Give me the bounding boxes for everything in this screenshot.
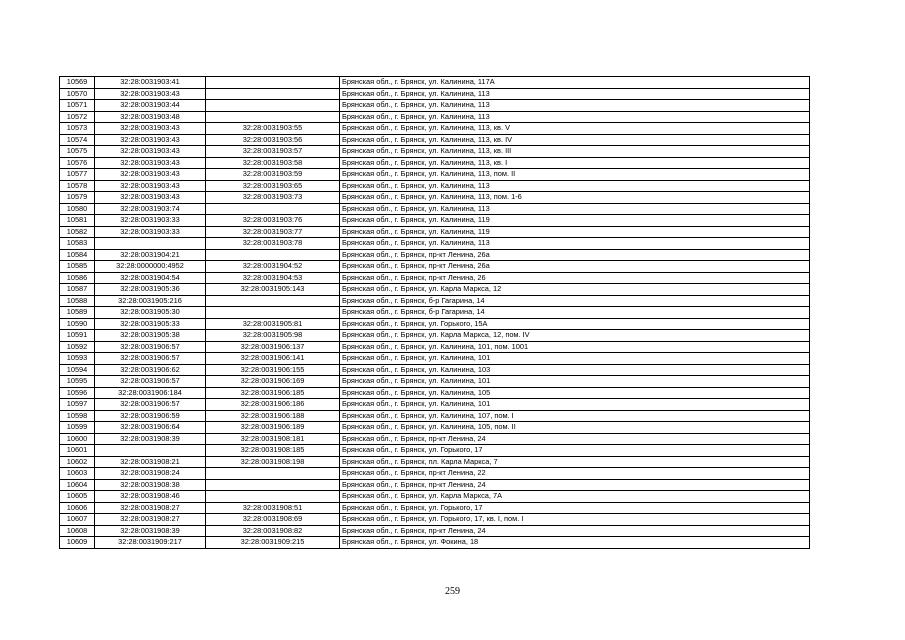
record-number-cell: 10574 [60, 134, 95, 146]
record-number-cell: 10595 [60, 376, 95, 388]
address-cell: Брянская обл., г. Брянск, ул. Горького, 17 [340, 502, 810, 514]
cadastral-number-cell: 32:28:0031906:57 [95, 399, 206, 411]
record-number-cell: 10580 [60, 203, 95, 215]
table-row [60, 410, 810, 422]
address-cell: Брянская обл., г. Брянск, пл. Карла Маркса, 7 [340, 456, 810, 468]
record-number-cell: 10581 [60, 215, 95, 227]
object-cadastral-number-cell: 32:28:0031903:59 [206, 169, 340, 181]
record-number-cell: 10587 [60, 284, 95, 296]
cadastral-number-cell: 32:28:0031903:33 [95, 226, 206, 238]
record-number-cell: 10604 [60, 479, 95, 491]
object-cadastral-number-cell: 32:28:0031903:56 [206, 134, 340, 146]
address-cell: Брянская обл., г. Брянск, ул. Калинина, 113, кв. V [340, 123, 810, 135]
cadastral-number-cell: 32:28:0031903:43 [95, 180, 206, 192]
cadastral-number-cell: 32:28:0031906:59 [95, 410, 206, 422]
record-number-cell: 10583 [60, 238, 95, 250]
address-cell: Брянская обл., г. Брянск, ул. Калинина, 113 [340, 180, 810, 192]
record-number-cell: 10570 [60, 88, 95, 100]
table-row [60, 445, 810, 457]
table-row [60, 525, 810, 537]
object-cadastral-number-cell: 32:28:0031908:69 [206, 514, 340, 526]
record-number-cell: 10571 [60, 100, 95, 112]
address-cell: Брянская обл., г. Брянск, ул. Калинина, 113 [340, 88, 810, 100]
table-row [60, 272, 810, 284]
address-cell: Брянская обл., г. Брянск, ул. Калинина, 113, пом. II [340, 169, 810, 181]
address-cell: Брянская обл., г. Брянск, ул. Калинина, 117А [340, 77, 810, 89]
cadastral-number-cell: 32:28:0031903:74 [95, 203, 206, 215]
cadastral-number-cell: 32:28:0031904:21 [95, 249, 206, 261]
cadastral-number-cell: 32:28:0031903:41 [95, 77, 206, 89]
object-cadastral-number-cell: 32:28:0031903:76 [206, 215, 340, 227]
cadastral-number-cell: 32:28:0031905:30 [95, 307, 206, 319]
table-row [60, 353, 810, 365]
cadastral-number-cell: 32:28:0031903:43 [95, 134, 206, 146]
object-cadastral-number-cell: 32:28:0031906:188 [206, 410, 340, 422]
object-cadastral-number-cell: 32:28:0031906:155 [206, 364, 340, 376]
cadastral-number-cell: 32:28:0031905:216 [95, 295, 206, 307]
cadastral-number-cell: 32:28:0031906:64 [95, 422, 206, 434]
table-row [60, 307, 810, 319]
address-cell: Брянская обл., г. Брянск, пр-кт Ленина, 24 [340, 433, 810, 445]
object-cadastral-number-cell: 32:28:0031908:51 [206, 502, 340, 514]
object-cadastral-number-cell [206, 249, 340, 261]
address-cell: Брянская обл., г. Брянск, ул. Калинина, 113, пом. 1-6 [340, 192, 810, 204]
registry-table [59, 76, 810, 549]
record-number-cell: 10569 [60, 77, 95, 89]
cadastral-number-cell [95, 445, 206, 457]
cadastral-number-cell: 32:28:0031905:38 [95, 330, 206, 342]
record-number-cell: 10593 [60, 353, 95, 365]
address-cell: Брянская обл., г. Брянск, ул. Карла Маркса, 7А [340, 491, 810, 503]
address-cell: Брянская обл., г. Брянск, ул. Калинина, 101 [340, 399, 810, 411]
object-cadastral-number-cell [206, 479, 340, 491]
table-row [60, 318, 810, 330]
cadastral-number-cell: 32:28:0031903:43 [95, 192, 206, 204]
object-cadastral-number-cell: 32:28:0031903:77 [206, 226, 340, 238]
record-number-cell: 10594 [60, 364, 95, 376]
cadastral-number-cell: 32:28:0000000:4952 [95, 261, 206, 273]
table-row [60, 88, 810, 100]
record-number-cell: 10579 [60, 192, 95, 204]
address-cell: Брянская обл., г. Брянск, ул. Карла Маркса, 12 [340, 284, 810, 296]
record-number-cell: 10608 [60, 525, 95, 537]
record-number-cell: 10602 [60, 456, 95, 468]
table-row [60, 169, 810, 181]
record-number-cell: 10600 [60, 433, 95, 445]
record-number-cell: 10578 [60, 180, 95, 192]
object-cadastral-number-cell: 32:28:0031903:78 [206, 238, 340, 250]
object-cadastral-number-cell: 32:28:0031905:81 [206, 318, 340, 330]
table-row [60, 157, 810, 169]
cadastral-number-cell: 32:28:0031905:33 [95, 318, 206, 330]
table-row [60, 399, 810, 411]
record-number-cell: 10589 [60, 307, 95, 319]
record-number-cell: 10577 [60, 169, 95, 181]
object-cadastral-number-cell [206, 307, 340, 319]
cadastral-number-cell: 32:28:0031903:33 [95, 215, 206, 227]
table-row [60, 537, 810, 549]
record-number-cell: 10607 [60, 514, 95, 526]
record-number-cell: 10586 [60, 272, 95, 284]
record-number-cell: 10596 [60, 387, 95, 399]
address-cell: Брянская обл., г. Брянск, ул. Калинина, 113, кв. I [340, 157, 810, 169]
address-cell: Брянская обл., г. Брянск, ул. Калинина, 101, пом. 1001 [340, 341, 810, 353]
table-row [60, 387, 810, 399]
table-row [60, 226, 810, 238]
record-number-cell: 10573 [60, 123, 95, 135]
table-row [60, 468, 810, 480]
record-number-cell: 10590 [60, 318, 95, 330]
cadastral-number-cell: 32:28:0031908:24 [95, 468, 206, 480]
object-cadastral-number-cell: 32:28:0031905:98 [206, 330, 340, 342]
cadastral-number-cell: 32:28:0031908:27 [95, 514, 206, 526]
object-cadastral-number-cell: 32:28:0031908:181 [206, 433, 340, 445]
table-row [60, 433, 810, 445]
record-number-cell: 10575 [60, 146, 95, 158]
cadastral-number-cell: 32:28:0031906:62 [95, 364, 206, 376]
object-cadastral-number-cell [206, 111, 340, 123]
address-cell: Брянская обл., г. Брянск, ул. Калинина, 101 [340, 353, 810, 365]
object-cadastral-number-cell [206, 88, 340, 100]
record-number-cell: 10606 [60, 502, 95, 514]
cadastral-number-cell: 32:28:0031908:46 [95, 491, 206, 503]
address-cell: Брянская обл., г. Брянск, ул. Калинина, 103 [340, 364, 810, 376]
object-cadastral-number-cell: 32:28:0031908:198 [206, 456, 340, 468]
table-row [60, 180, 810, 192]
record-number-cell: 10572 [60, 111, 95, 123]
table-row [60, 284, 810, 296]
record-number-cell: 10582 [60, 226, 95, 238]
record-number-cell: 10576 [60, 157, 95, 169]
cadastral-number-cell: 32:28:0031903:48 [95, 111, 206, 123]
cadastral-number-cell: 32:28:0031908:38 [95, 479, 206, 491]
table-row [60, 376, 810, 388]
record-number-cell: 10597 [60, 399, 95, 411]
address-cell: Брянская обл., г. Брянск, ул. Горького, 17, кв. I, пом. I [340, 514, 810, 526]
address-cell: Брянская обл., г. Брянск, ул. Калинина, 113 [340, 238, 810, 250]
address-cell: Брянская обл., г. Брянск, ул. Калинина, 101 [340, 376, 810, 388]
table-row [60, 192, 810, 204]
object-cadastral-number-cell: 32:28:0031903:58 [206, 157, 340, 169]
table-row [60, 330, 810, 342]
address-cell: Брянская обл., г. Брянск, б-р Гагарина, 14 [340, 295, 810, 307]
cadastral-number-cell: 32:28:0031908:27 [95, 502, 206, 514]
cadastral-number-cell: 32:28:0031903:43 [95, 123, 206, 135]
address-cell: Брянская обл., г. Брянск, пр-кт Ленина, 24 [340, 479, 810, 491]
cadastral-number-cell: 32:28:0031908:39 [95, 525, 206, 537]
record-number-cell: 10598 [60, 410, 95, 422]
record-number-cell: 10599 [60, 422, 95, 434]
address-cell: Брянская обл., г. Брянск, ул. Горького, 15А [340, 318, 810, 330]
table-row [60, 341, 810, 353]
address-cell: Брянская обл., г. Брянск, ул. Карла Маркса, 12, пом. IV [340, 330, 810, 342]
cadastral-number-cell: 32:28:0031903:43 [95, 146, 206, 158]
cadastral-number-cell: 32:28:0031903:44 [95, 100, 206, 112]
table-row [60, 491, 810, 503]
address-cell: Брянская обл., г. Брянск, ул. Калинина, 107, пом. I [340, 410, 810, 422]
table-row [60, 249, 810, 261]
record-number-cell: 10591 [60, 330, 95, 342]
table-row [60, 111, 810, 123]
address-cell: Брянская обл., г. Брянск, ул. Калинина, 113 [340, 203, 810, 215]
table-row [60, 123, 810, 135]
table-row [60, 238, 810, 250]
table-row [60, 146, 810, 158]
table-row [60, 100, 810, 112]
cadastral-number-cell: 32:28:0031906:57 [95, 353, 206, 365]
object-cadastral-number-cell: 32:28:0031904:52 [206, 261, 340, 273]
table-row [60, 514, 810, 526]
object-cadastral-number-cell: 32:28:0031908:185 [206, 445, 340, 457]
page-number: 259 [445, 586, 460, 597]
table-row [60, 134, 810, 146]
cadastral-number-cell: 32:28:0031903:43 [95, 169, 206, 181]
table-row [60, 422, 810, 434]
object-cadastral-number-cell [206, 468, 340, 480]
address-cell: Брянская обл., г. Брянск, ул. Калинина, 113 [340, 100, 810, 112]
table-row [60, 261, 810, 273]
object-cadastral-number-cell: 32:28:0031903:55 [206, 123, 340, 135]
record-number-cell: 10601 [60, 445, 95, 457]
object-cadastral-number-cell [206, 203, 340, 215]
cadastral-number-cell: 32:28:0031908:21 [95, 456, 206, 468]
object-cadastral-number-cell: 32:28:0031903:73 [206, 192, 340, 204]
cadastral-number-cell: 32:28:0031903:43 [95, 157, 206, 169]
cadastral-number-cell: 32:28:0031905:36 [95, 284, 206, 296]
object-cadastral-number-cell: 32:28:0031909:215 [206, 537, 340, 549]
table-row [60, 502, 810, 514]
address-cell: Брянская обл., г. Брянск, пр-кт Ленина, 26 [340, 272, 810, 284]
object-cadastral-number-cell [206, 295, 340, 307]
address-cell: Брянская обл., г. Брянск, ул. Калинина, 113 [340, 111, 810, 123]
object-cadastral-number-cell: 32:28:0031906:137 [206, 341, 340, 353]
record-number-cell: 10585 [60, 261, 95, 273]
cadastral-number-cell: 32:28:0031906:184 [95, 387, 206, 399]
table-row [60, 77, 810, 89]
address-cell: Брянская обл., г. Брянск, ул. Горького, 17 [340, 445, 810, 457]
table-row [60, 364, 810, 376]
record-number-cell: 10603 [60, 468, 95, 480]
record-number-cell: 10588 [60, 295, 95, 307]
object-cadastral-number-cell: 32:28:0031905:143 [206, 284, 340, 296]
cadastral-number-cell [95, 238, 206, 250]
cadastral-number-cell: 32:28:0031904:54 [95, 272, 206, 284]
address-cell: Брянская обл., г. Брянск, ул. Калинина, 113, кв. IV [340, 134, 810, 146]
address-cell: Брянская обл., г. Брянск, пр-кт Ленина, 22 [340, 468, 810, 480]
table-row [60, 479, 810, 491]
object-cadastral-number-cell: 32:28:0031908:82 [206, 525, 340, 537]
record-number-cell: 10605 [60, 491, 95, 503]
table-row [60, 203, 810, 215]
object-cadastral-number-cell: 32:28:0031904:53 [206, 272, 340, 284]
record-number-cell: 10609 [60, 537, 95, 549]
address-cell: Брянская обл., г. Брянск, ул. Калинина, 105 [340, 387, 810, 399]
cadastral-number-cell: 32:28:0031906:57 [95, 341, 206, 353]
address-cell: Брянская обл., г. Брянск, ул. Калинина, 119 [340, 226, 810, 238]
object-cadastral-number-cell: 32:28:0031906:141 [206, 353, 340, 365]
address-cell: Брянская обл., г. Брянск, ул. Калинина, 113, кв. III [340, 146, 810, 158]
address-cell: Брянская обл., г. Брянск, пр-кт Ленина, 26а [340, 261, 810, 273]
cadastral-number-cell: 32:28:0031908:39 [95, 433, 206, 445]
table-row [60, 295, 810, 307]
object-cadastral-number-cell: 32:28:0031906:169 [206, 376, 340, 388]
address-cell: Брянская обл., г. Брянск, б-р Гагарина, 14 [340, 307, 810, 319]
cadastral-number-cell: 32:28:0031906:57 [95, 376, 206, 388]
object-cadastral-number-cell: 32:28:0031903:57 [206, 146, 340, 158]
address-cell: Брянская обл., г. Брянск, ул. Фокина, 18 [340, 537, 810, 549]
object-cadastral-number-cell: 32:28:0031903:65 [206, 180, 340, 192]
address-cell: Брянская обл., г. Брянск, пр-кт Ленина, 26а [340, 249, 810, 261]
cadastral-number-cell: 32:28:0031903:43 [95, 88, 206, 100]
object-cadastral-number-cell [206, 491, 340, 503]
cadastral-number-cell: 32:28:0031909:217 [95, 537, 206, 549]
object-cadastral-number-cell [206, 100, 340, 112]
address-cell: Брянская обл., г. Брянск, ул. Калинина, 119 [340, 215, 810, 227]
record-number-cell: 10592 [60, 341, 95, 353]
registry-table-body [60, 77, 810, 549]
object-cadastral-number-cell [206, 77, 340, 89]
object-cadastral-number-cell: 32:28:0031906:189 [206, 422, 340, 434]
table-row [60, 456, 810, 468]
object-cadastral-number-cell: 32:28:0031906:185 [206, 387, 340, 399]
address-cell: Брянская обл., г. Брянск, пр-кт Ленина, 24 [340, 525, 810, 537]
object-cadastral-number-cell: 32:28:0031906:186 [206, 399, 340, 411]
record-number-cell: 10584 [60, 249, 95, 261]
table-row [60, 215, 810, 227]
address-cell: Брянская обл., г. Брянск, ул. Калинина, 105, пом. II [340, 422, 810, 434]
